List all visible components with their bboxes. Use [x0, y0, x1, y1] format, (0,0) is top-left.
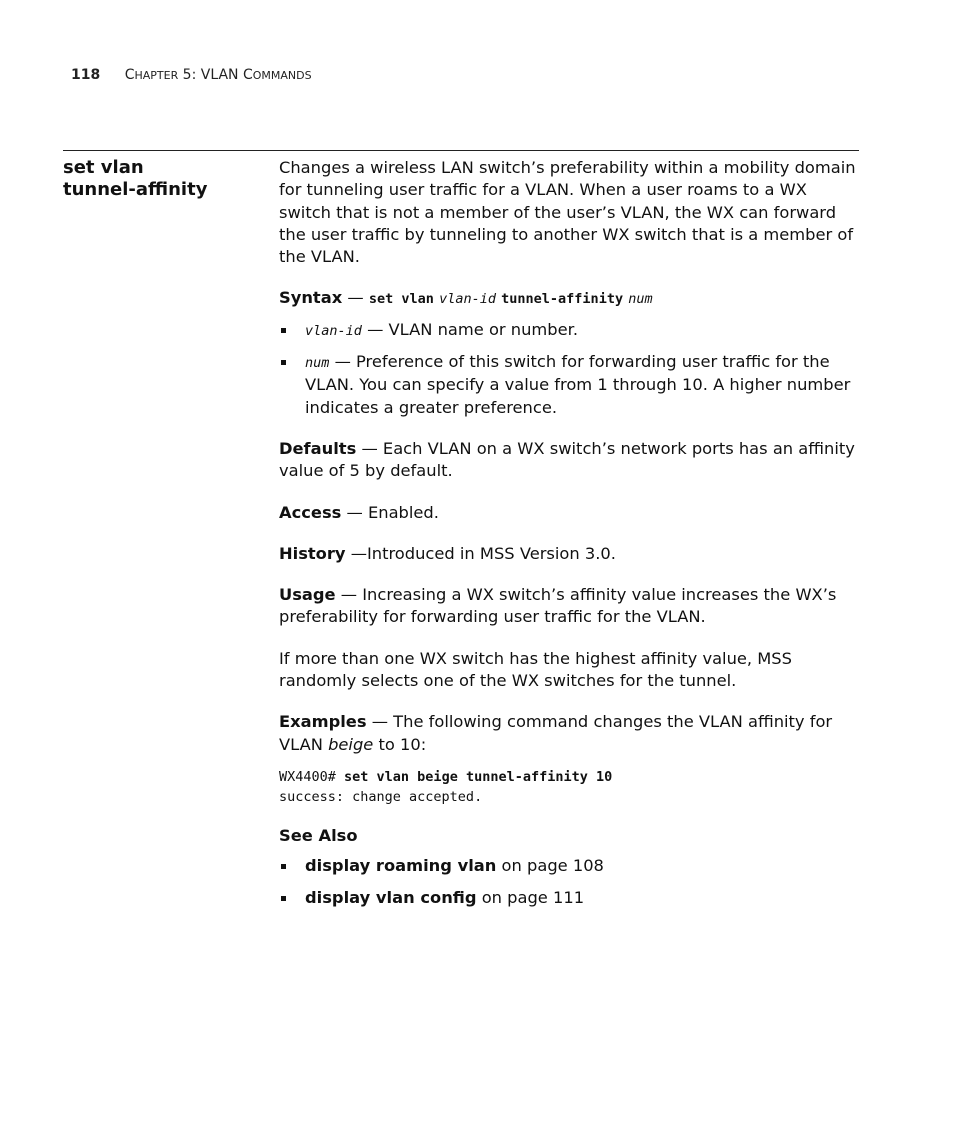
- running-head: [71, 67, 312, 83]
- cli-command: set vlan beige tunnel-affinity 10: [344, 768, 613, 785]
- bullet-icon: [281, 896, 286, 901]
- command-title-line-1: set vlan: [63, 157, 144, 178]
- command-title-line-2: tunnel-affinity: [63, 179, 208, 200]
- list-item: display roaming vlan on page 108: [279, 855, 859, 877]
- examples-paragraph: Examples — The following command changes the VLAN affinity for VLAN beige to 10:: [279, 712, 833, 754]
- cli-output: success: change accepted.: [279, 788, 483, 805]
- access-paragraph: Access — Enabled.: [279, 502, 439, 522]
- syntax-cmd-2: tunnel-affinity: [501, 291, 624, 308]
- see-also-link-display-vlan-config[interactable]: display vlan config: [305, 887, 477, 907]
- syntax-arg-2: num: [628, 291, 653, 308]
- list-item: display vlan config on page 111: [279, 887, 859, 909]
- syntax-parameter-list: [279, 319, 859, 419]
- see-also-list: [279, 855, 859, 909]
- syntax-label: Syntax: [279, 288, 343, 308]
- command-description-body: [279, 157, 859, 928]
- see-also-heading: See Also: [279, 825, 358, 845]
- example-code-block: [279, 767, 859, 807]
- chapter-title: CHAPTER 5: VLAN COMMANDS: [124, 67, 312, 83]
- list-item: vlan-id — VLAN name or number.: [279, 319, 859, 342]
- bullet-icon: [281, 360, 286, 365]
- defaults-paragraph: Defaults — Each VLAN on a WX switch’s network ports has an affinity value of 5 by default.: [279, 438, 855, 481]
- usage-paragraph: Usage — Increasing a WX switch’s affinity value increases the WX’s preferability for forwarding user traffic for the VLAN.: [279, 585, 837, 627]
- list-item: num — Preference of this switch for forwarding user traffic for the VLAN. You can specify a value from 1 through 10. A higher number indicates a greater preference.: [279, 351, 859, 419]
- page-number: 118: [71, 67, 101, 83]
- usage-paragraph-2: If more than one WX switch has the highest affinity value, MSS randomly selects one of the WX switches for the tunnel.: [279, 648, 792, 691]
- cli-prompt: WX4400#: [279, 768, 345, 785]
- command-title: [63, 157, 263, 201]
- see-also-link-display-roaming-vlan[interactable]: display roaming vlan: [305, 856, 497, 876]
- bullet-icon: [281, 328, 286, 333]
- history-paragraph: History —Introduced in MSS Version 3.0.: [279, 543, 616, 563]
- syntax-cmd-1: set vlan: [368, 291, 434, 308]
- syntax-line: Syntax — set vlan vlan-id tunnel-affinity num: [279, 288, 653, 308]
- description: Changes a wireless LAN switch’s preferability within a mobility domain for tunneling user traffic for a VLAN. When a user roams to a WX switch that is not a member of the user’s VLAN, the WX can forward the user traffic by tunneling to another WX switch that is a member of the VLAN.: [279, 158, 856, 267]
- syntax-arg-1: vlan-id: [439, 291, 496, 308]
- section-divider: [63, 150, 859, 151]
- bullet-icon: [281, 864, 286, 869]
